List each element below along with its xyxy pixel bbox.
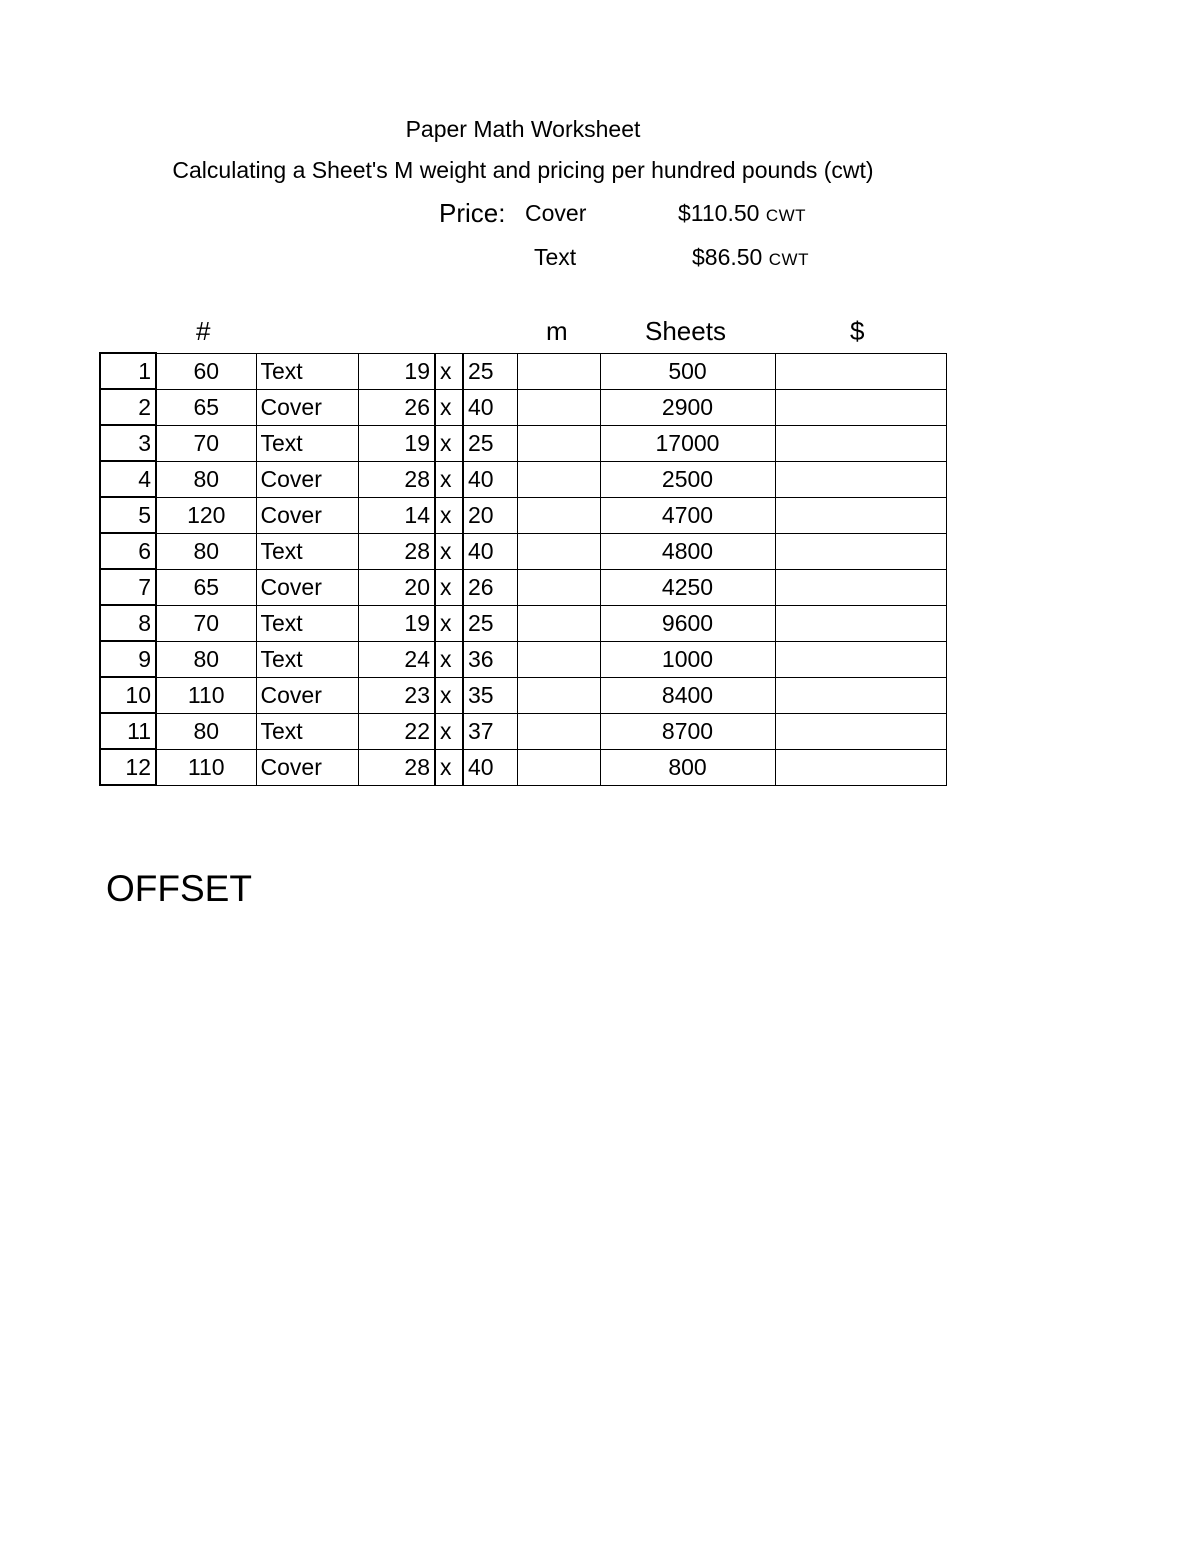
dimension-separator-cell: x [435, 605, 463, 641]
price-cover-amount: $110.50 [678, 200, 760, 226]
page-title: Paper Math Worksheet [405, 116, 641, 142]
paper-type-cell[interactable]: Cover [256, 677, 358, 713]
paper-type-cell[interactable]: Cover [256, 461, 358, 497]
sheet-width-cell[interactable]: 20 [358, 569, 435, 605]
row-number-cell: 10 [100, 677, 156, 713]
sheet-length-cell[interactable]: 25 [463, 353, 517, 389]
dimension-separator-cell: x [435, 389, 463, 425]
dimension-separator-cell: x [435, 353, 463, 389]
m-weight-cell[interactable] [517, 749, 600, 785]
price-cell[interactable] [775, 749, 946, 785]
paper-type-cell[interactable]: Text [256, 641, 358, 677]
table-row [100, 497, 946, 533]
sheet-width-cell[interactable]: 28 [358, 533, 435, 569]
sheet-length-cell[interactable]: 40 [463, 533, 517, 569]
sheet-count-cell[interactable]: 17000 [600, 425, 775, 461]
price-label: Price: [439, 198, 506, 228]
table-row [100, 713, 946, 749]
dimension-separator-cell: x [435, 461, 463, 497]
sheet-length-cell[interactable]: 25 [463, 605, 517, 641]
row-number-cell: 5 [100, 497, 156, 533]
basis-weight-cell[interactable]: 70 [156, 425, 256, 461]
table-row [100, 749, 946, 785]
paper-type-cell[interactable]: Text [256, 533, 358, 569]
row-number-cell: 11 [100, 713, 156, 749]
sheet-count-cell[interactable]: 9600 [600, 605, 775, 641]
sheet-count-cell[interactable]: 4700 [600, 497, 775, 533]
price-cell[interactable] [775, 641, 946, 677]
sheet-count-cell[interactable]: 800 [600, 749, 775, 785]
basis-weight-cell[interactable]: 70 [156, 605, 256, 641]
sheet-length-cell[interactable]: 40 [463, 389, 517, 425]
dimension-separator-cell: x [435, 713, 463, 749]
sheet-count-cell[interactable]: 1000 [600, 641, 775, 677]
table-row [100, 389, 946, 425]
sheet-width-cell[interactable]: 22 [358, 713, 435, 749]
column-header-m: m [546, 316, 568, 346]
m-weight-cell[interactable] [517, 389, 600, 425]
row-number-cell: 2 [100, 389, 156, 425]
price-cell[interactable] [775, 497, 946, 533]
table-row [100, 641, 946, 677]
basis-weight-cell[interactable]: 120 [156, 497, 256, 533]
m-weight-cell[interactable] [517, 533, 600, 569]
table-row [100, 425, 946, 461]
sheet-width-cell[interactable]: 19 [358, 605, 435, 641]
sheet-width-cell[interactable]: 23 [358, 677, 435, 713]
row-number-cell: 4 [100, 461, 156, 497]
paper-type-cell[interactable]: Cover [256, 749, 358, 785]
price-cell[interactable] [775, 605, 946, 641]
m-weight-cell[interactable] [517, 641, 600, 677]
price-cell[interactable] [775, 569, 946, 605]
m-weight-cell[interactable] [517, 677, 600, 713]
m-weight-cell[interactable] [517, 425, 600, 461]
sheet-length-cell[interactable]: 37 [463, 713, 517, 749]
sheet-width-cell[interactable]: 14 [358, 497, 435, 533]
dimension-separator-cell: x [435, 749, 463, 785]
sheet-count-cell[interactable]: 2500 [600, 461, 775, 497]
sheet-width-cell[interactable]: 28 [358, 749, 435, 785]
row-number-cell: 12 [100, 749, 156, 785]
sheet-length-cell[interactable]: 36 [463, 641, 517, 677]
price-cell[interactable] [775, 533, 946, 569]
row-number-cell: 3 [100, 425, 156, 461]
page-subtitle: Calculating a Sheet's M weight and pricing per hundred pounds (cwt) [172, 157, 874, 183]
sheet-width-cell[interactable]: 19 [358, 353, 435, 389]
paper-type-cell[interactable]: Cover [256, 497, 358, 533]
price-cover-name: Cover [525, 200, 587, 226]
price-text-unit: CWT [768, 250, 809, 269]
sheet-length-cell[interactable]: 35 [463, 677, 517, 713]
row-number-cell: 6 [100, 533, 156, 569]
offset-section-label: OFFSET [106, 868, 252, 909]
price-cover-unit: CWT [765, 206, 807, 225]
sheet-count-cell[interactable]: 4250 [600, 569, 775, 605]
row-number-cell: 1 [100, 353, 156, 389]
price-text-value [692, 244, 809, 271]
dimension-separator-cell: x [435, 641, 463, 677]
basis-weight-cell[interactable]: 60 [156, 353, 256, 389]
price-cover-value [678, 200, 806, 227]
paper-type-cell[interactable]: Text [256, 353, 358, 389]
column-header-sheets: Sheets [645, 316, 726, 346]
table-row [100, 533, 946, 569]
basis-weight-cell[interactable]: 80 [156, 713, 256, 749]
paper-type-cell[interactable]: Text [256, 713, 358, 749]
sheet-count-cell[interactable]: 8400 [600, 677, 775, 713]
sheet-length-cell[interactable]: 20 [463, 497, 517, 533]
price-cell[interactable] [775, 353, 946, 389]
dimension-separator-cell: x [435, 425, 463, 461]
dimension-separator-cell: x [435, 497, 463, 533]
price-cell[interactable] [775, 461, 946, 497]
basis-weight-cell[interactable]: 110 [156, 677, 256, 713]
price-text-amount: $86.50 [692, 244, 763, 270]
sheet-width-cell[interactable]: 24 [358, 641, 435, 677]
paper-type-cell[interactable]: Text [256, 425, 358, 461]
m-weight-cell[interactable] [517, 713, 600, 749]
dimension-separator-cell: x [435, 569, 463, 605]
worksheet-body [100, 353, 946, 785]
m-weight-cell[interactable] [517, 353, 600, 389]
column-header-number: # [196, 316, 211, 346]
table-row [100, 569, 946, 605]
dimension-separator-cell: x [435, 533, 463, 569]
m-weight-cell[interactable] [517, 569, 600, 605]
price-cell[interactable] [775, 677, 946, 713]
sheet-length-cell[interactable]: 40 [463, 461, 517, 497]
basis-weight-cell[interactable]: 110 [156, 749, 256, 785]
price-cell[interactable] [775, 389, 946, 425]
basis-weight-cell[interactable]: 80 [156, 533, 256, 569]
sheet-width-cell[interactable]: 19 [358, 425, 435, 461]
sheet-length-cell[interactable]: 25 [463, 425, 517, 461]
row-number-cell: 9 [100, 641, 156, 677]
paper-type-cell[interactable]: Text [256, 605, 358, 641]
m-weight-cell[interactable] [517, 461, 600, 497]
basis-weight-cell[interactable]: 80 [156, 641, 256, 677]
worksheet-table [99, 352, 947, 786]
price-cell[interactable] [775, 425, 946, 461]
table-row [100, 353, 946, 389]
paper-type-cell[interactable]: Cover [256, 389, 358, 425]
price-cell[interactable] [775, 713, 946, 749]
table-row [100, 677, 946, 713]
sheet-width-cell[interactable]: 28 [358, 461, 435, 497]
row-number-cell: 8 [100, 605, 156, 641]
m-weight-cell[interactable] [517, 497, 600, 533]
sheet-length-cell[interactable]: 26 [463, 569, 517, 605]
basis-weight-cell[interactable]: 65 [156, 569, 256, 605]
sheet-count-cell[interactable]: 4800 [600, 533, 775, 569]
m-weight-cell[interactable] [517, 605, 600, 641]
price-text-name: Text [534, 244, 577, 270]
paper-type-cell[interactable]: Cover [256, 569, 358, 605]
sheet-length-cell[interactable]: 40 [463, 749, 517, 785]
table-row [100, 461, 946, 497]
sheet-count-cell[interactable]: 500 [600, 353, 775, 389]
dimension-separator-cell: x [435, 677, 463, 713]
basis-weight-cell[interactable]: 80 [156, 461, 256, 497]
basis-weight-cell[interactable]: 65 [156, 389, 256, 425]
table-row [100, 605, 946, 641]
row-number-cell: 7 [100, 569, 156, 605]
sheet-width-cell[interactable]: 26 [358, 389, 435, 425]
sheet-count-cell[interactable]: 8700 [600, 713, 775, 749]
column-header-dollar: $ [850, 316, 865, 346]
sheet-count-cell[interactable]: 2900 [600, 389, 775, 425]
